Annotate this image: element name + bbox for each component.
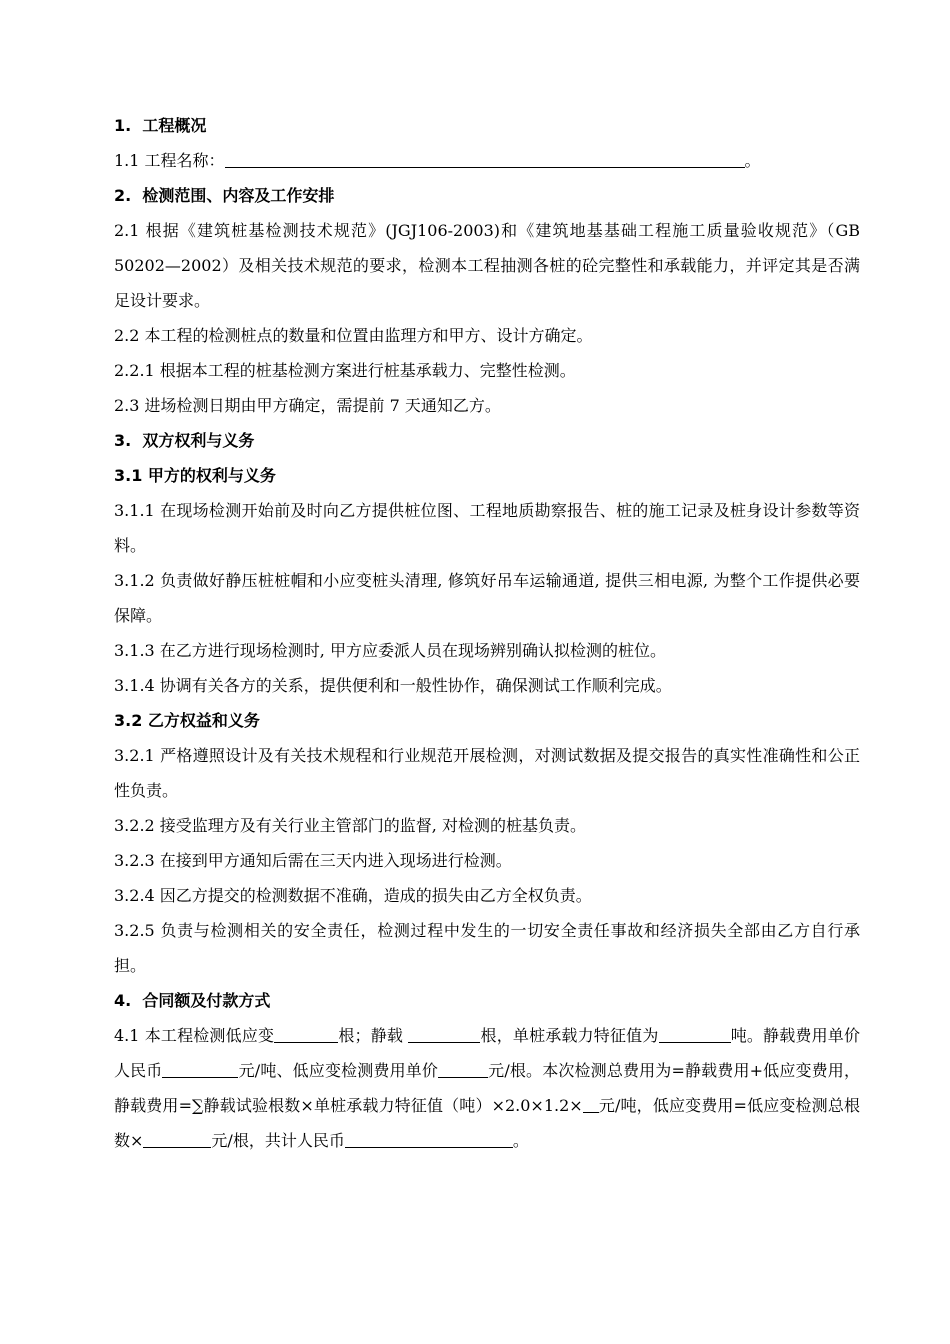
clause-3-2-1: 3.2.1 严格遵照设计及有关技术规程和行业规范开展检测，对测试数据及提交报告的真实性准确性和公正性负责。	[114, 746, 860, 800]
static-load-count-blank[interactable]	[408, 1026, 480, 1043]
bearing-capacity-blank[interactable]	[659, 1026, 731, 1043]
clause-4-1-text-1: 4.1 本工程检测低应变	[114, 1026, 275, 1045]
clause-2-1: 2.1 根据《建筑桩基检测技术规范》(JGJ106-2003)和《建筑地基基础工程施工质量验收规范》（GB 50202—2002）及相关技术规范的要求，检测本工程抽测各桩的砼完整性和承载能力，并评定其是否满足设计要求。	[114, 221, 866, 310]
low-strain-count-blank[interactable]	[274, 1026, 338, 1043]
clause-4-1-text-7: 元/吨，低应变费用=低应变检测总根数×	[114, 1096, 860, 1150]
clause-2-3: 2.3 进场检测日期由甲方确定，需提前 7 天通知乙方。	[114, 396, 501, 415]
clause-3-1-1: 3.1.1 在现场检测开始前及时向乙方提供桩位图、工程地质勘察报告、桩的施工记录及桩身设计参数等资料。	[114, 501, 860, 555]
project-name-line	[114, 143, 860, 178]
clause-3-2-3: 3.2.3 在接到甲方通知后需在三天内进入现场进行检测。	[114, 851, 512, 870]
clause-4-1	[114, 1018, 860, 1158]
clause-3-2-5: 3.2.5 负责与检测相关的安全责任，检测过程中发生的一切安全责任事故和经济损失全部由乙方自行承担。	[114, 921, 860, 975]
clause-4-1-text-4: 吨。静载费用单价人民币	[114, 1026, 860, 1080]
section-4-heading: 4. 合同额及付款方式	[114, 991, 271, 1010]
project-name-end: 。	[744, 151, 761, 170]
clause-4-1-text-8: 元/根，共计人民币	[211, 1131, 345, 1150]
subsection-3-2-heading: 3.2 乙方权益和义务	[114, 711, 260, 730]
clause-2-2-1: 2.2.1 根据本工程的桩基检测方案进行桩基承载力、完整性检测。	[114, 361, 576, 380]
subsection-3-1-heading: 3.1 甲方的权利与义务	[114, 466, 276, 485]
clause-3-2-2: 3.2.2 接受监理方及有关行业主管部门的监督, 对检测的桩基负责。	[114, 816, 586, 835]
section-1-heading: 1. 工程概况	[114, 116, 207, 135]
section-2-heading: 2. 检测范围、内容及工作安排	[114, 186, 335, 205]
clause-3-1-4: 3.1.4 协调有关各方的关系，提供便利和一般性协作，确保测试工作顺利完成。	[114, 676, 672, 695]
clause-4-1-text-6: 元/根。本次检测总费用为=静载费用+低应变费用，静载费用=∑静载试验根数×单桩承载力特征值（吨）×2.0×1.2×	[114, 1061, 860, 1115]
clause-3-1-2: 3.1.2 负责做好静压桩桩帽和小应变桩头清理, 修筑好吊车运输通道, 提供三相电源, 为整个工作提供必要保障。	[114, 571, 860, 625]
clause-4-1-text-2: 根；静载	[338, 1026, 409, 1045]
low-strain-unit-price-blank[interactable]	[438, 1061, 488, 1078]
section-3-heading: 3. 双方权利与义务	[114, 431, 255, 450]
clause-2-2: 2.2 本工程的检测桩点的数量和位置由监理方和甲方、设计方确定。	[114, 326, 593, 345]
document-page	[114, 108, 866, 1158]
clause-3-1-3: 3.1.3 在乙方进行现场检测时, 甲方应委派人员在现场辨别确认拟检测的桩位。	[114, 641, 666, 660]
project-name-blank[interactable]	[225, 151, 745, 168]
clause-4-1-text-3: 根，单桩承载力特征值为	[480, 1026, 659, 1045]
total-amount-blank[interactable]	[345, 1131, 513, 1148]
price-per-ton-blank[interactable]	[583, 1096, 599, 1113]
static-load-unit-price-blank[interactable]	[162, 1061, 238, 1078]
clause-4-1-text-5: 元/吨、低应变检测费用单价	[238, 1061, 439, 1080]
clause-3-2-4: 3.2.4 因乙方提交的检测数据不准确，造成的损失由乙方全权负责。	[114, 886, 592, 905]
clause-4-1-text-9: 。	[512, 1131, 529, 1150]
project-name-label: 1.1 工程名称：	[114, 151, 225, 170]
low-strain-price-blank[interactable]	[143, 1131, 211, 1148]
